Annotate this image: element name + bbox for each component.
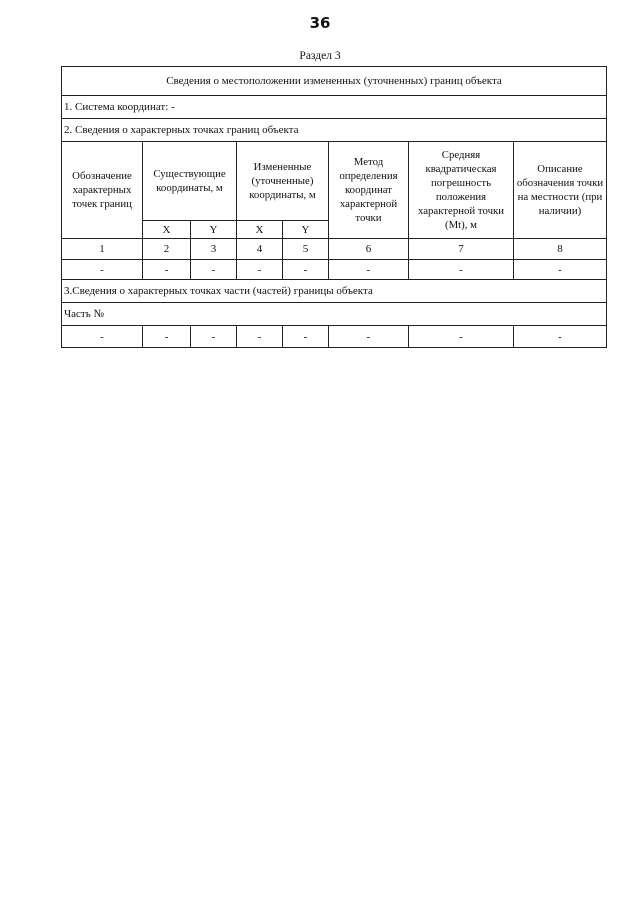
column-number-row (62, 239, 607, 260)
table-cell: - (191, 260, 237, 280)
table-cell: - (237, 260, 283, 280)
table-cell: - (283, 326, 329, 348)
column-number: 2 (143, 239, 191, 260)
header-changed-y: Y (283, 221, 329, 239)
column-number: 6 (329, 239, 409, 260)
header-changed-x: X (237, 221, 283, 239)
table-cell: - (329, 260, 409, 280)
header-existing-x: X (143, 221, 191, 239)
table-cell: - (329, 326, 409, 348)
column-number: 1 (62, 239, 143, 260)
column-number: 7 (409, 239, 514, 260)
boundary-table (61, 66, 607, 348)
part-section-title: 3.Сведения о характерных точках части (частей) границы объекта (62, 280, 607, 303)
table-cell: - (143, 260, 191, 280)
table-cell: - (283, 260, 329, 280)
column-number: 4 (237, 239, 283, 260)
table-cell: - (237, 326, 283, 348)
page-number: 36 (309, 14, 331, 32)
table-title: Сведения о местоположении измененных (уточненных) границ объекта (62, 67, 607, 96)
header-method: Метод определения координат характерной точки (329, 142, 409, 239)
points-section-title: 2. Сведения о характерных точках границ объекта (62, 119, 607, 142)
table-cell: - (409, 326, 514, 348)
column-number: 3 (191, 239, 237, 260)
header-existing-y: Y (191, 221, 237, 239)
header-changed-coords: Измененные (уточненные) координаты, м (237, 142, 329, 221)
column-number: 5 (283, 239, 329, 260)
section-label: Раздел 3 (299, 50, 341, 62)
table-cell: - (62, 260, 143, 280)
part-number-label: Часть № (62, 303, 607, 326)
header-description: Описание обозначения точки на местности (при наличии) (514, 142, 607, 239)
coord-system-row: 1. Система координат: - (62, 96, 607, 119)
table-cell: - (514, 260, 607, 280)
table-row (62, 260, 607, 280)
table-row (62, 326, 607, 348)
header-designation: Обозначение характерных точек границ (62, 142, 143, 239)
table-cell: - (514, 326, 607, 348)
table-cell: - (191, 326, 237, 348)
table-cell: - (409, 260, 514, 280)
table-cell: - (143, 326, 191, 348)
table-cell: - (62, 326, 143, 348)
column-number: 8 (514, 239, 607, 260)
header-error: Средняя квадратическая погрешность положения характерной точки (Mt), м (409, 142, 514, 239)
header-existing-coords: Существующие координаты, м (143, 142, 237, 221)
